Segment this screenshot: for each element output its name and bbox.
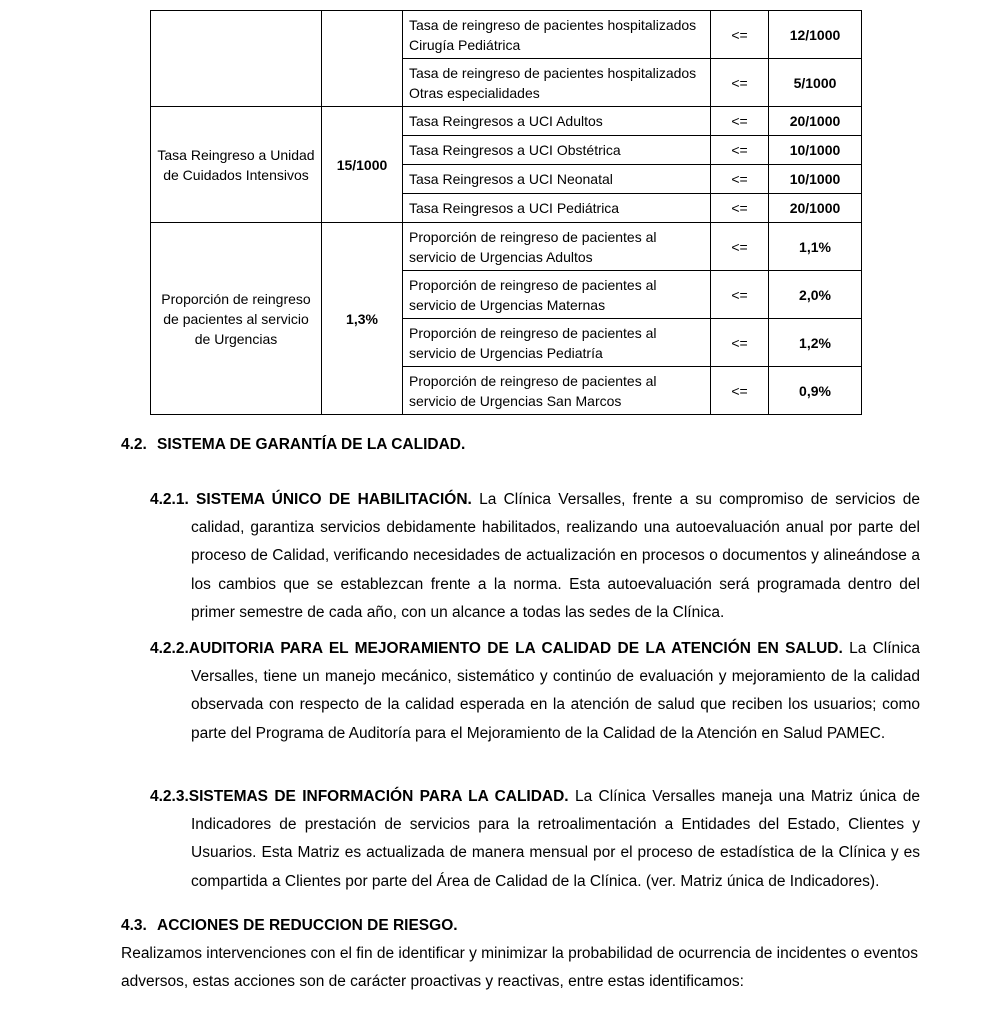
- subsection-title: SISTEMA ÚNICO DE HABILITACIÓN.: [196, 491, 472, 508]
- indicator-cell: Tasa Reingresos a UCI Adultos: [403, 107, 711, 136]
- operator-cell: <=: [711, 367, 769, 415]
- target-cell: 20/1000: [769, 107, 862, 136]
- section-4-3-body: Realizamos intervenciones con el fin de identificar y minimizar la probabilidad de ocurrencia de incidentes o eventos adversos, estas acciones son de carácter proactivas y reactivas, entre estas identificamos:: [121, 945, 918, 990]
- target-cell: 0,9%: [769, 367, 862, 415]
- operator-cell: <=: [711, 136, 769, 165]
- target-cell: 12/1000: [769, 11, 862, 59]
- target-cell: 5/1000: [769, 59, 862, 107]
- subsection-body: La Clínica Versalles, frente a su compromiso de servicios de calidad, garantiza servicios debidamente habilitados, realizando una autoevaluación anual por parte del proceso de Calidad, verificando necesidades de actualización en procesos o documentos y alineándose a los cambios que se establezcan frente a la norma. Esta autoevaluación será programada dentro del primer semestre de cada año, con un alcance a todas las sedes de la Clínica.: [191, 491, 921, 621]
- target-cell: 2,0%: [769, 271, 862, 319]
- operator-cell: <=: [711, 165, 769, 194]
- group-value-cell: 15/1000: [322, 107, 403, 223]
- subsection-title: SISTEMAS DE INFORMACIÓN PARA LA CALIDAD.: [188, 788, 569, 805]
- operator-cell: <=: [711, 271, 769, 319]
- table-row: [151, 107, 862, 136]
- target-cell: 10/1000: [769, 136, 862, 165]
- indicator-cell: Tasa Reingresos a UCI Pediátrica: [403, 194, 711, 223]
- indicator-cell: Tasa de reingreso de pacientes hospitalizados Cirugía Pediátrica: [403, 11, 711, 59]
- group-name-cell: Proporción de reingreso de pacientes al servicio de Urgencias: [151, 223, 322, 415]
- indicator-cell: Tasa Reingresos a UCI Obstétrica: [403, 136, 711, 165]
- subsection-4-2-2: [150, 635, 920, 748]
- indicators-table: [150, 10, 862, 415]
- group-value-cell: [322, 11, 403, 107]
- operator-cell: <=: [711, 59, 769, 107]
- subsection-body: La Clínica Versalles maneja una Matriz única de Indicadores de prestación de servicios para la retroalimentación a Entidades del Estado, Clientes y Usuarios. Esta Matriz es actualizada de manera mensual por el proceso de estadística de la Clínica y es compartida a Clientes por parte del Área de Calidad de la Clínica. (ver. Matriz única de Indicadores).: [191, 788, 921, 890]
- section-heading-4-2: [121, 436, 465, 454]
- target-cell: 1,2%: [769, 319, 862, 367]
- subsection-number: 4.2.3.: [150, 788, 189, 805]
- indicator-cell: Tasa de reingreso de pacientes hospitalizados Otras especialidades: [403, 59, 711, 107]
- operator-cell: <=: [711, 223, 769, 271]
- table-row: [151, 223, 862, 271]
- section-title: SISTEMA DE GARANTÍA DE LA CALIDAD.: [157, 436, 466, 453]
- operator-cell: <=: [711, 319, 769, 367]
- operator-cell: <=: [711, 107, 769, 136]
- subsection-4-2-1: [150, 486, 920, 627]
- subsection-body: La Clínica Versalles, tiene un manejo mecánico, sistemático y continúo de evaluación y mejoramiento de la calidad observada con respecto de la calidad esperada en la atención de salud que reciben los usuarios; como parte del Programa de Auditoría para el Mejoramiento de la Calidad de la Atención en Salud PAMEC.: [191, 640, 920, 742]
- target-cell: 1,1%: [769, 223, 862, 271]
- indicator-cell: Proporción de reingreso de pacientes al servicio de Urgencias Maternas: [403, 271, 711, 319]
- indicator-cell: Proporción de reingreso de pacientes al servicio de Urgencias Adultos: [403, 223, 711, 271]
- group-name-cell: Tasa Reingreso a Unidad de Cuidados Intensivos: [151, 107, 322, 223]
- section-heading-4-3: [121, 917, 458, 935]
- section-number: 4.2.: [121, 436, 147, 453]
- table-row: [151, 11, 862, 59]
- group-value-cell: 1,3%: [322, 223, 403, 415]
- section-title: ACCIONES DE REDUCCION DE RIESGO.: [157, 917, 458, 934]
- subsection-number: 4.2.2.: [150, 640, 189, 657]
- subsection-number: 4.2.1.: [150, 491, 189, 508]
- group-name-cell: [151, 11, 322, 107]
- target-cell: 20/1000: [769, 194, 862, 223]
- target-cell: 10/1000: [769, 165, 862, 194]
- indicator-cell: Tasa Reingresos a UCI Neonatal: [403, 165, 711, 194]
- indicator-cell: Proporción de reingreso de pacientes al servicio de Urgencias Pediatría: [403, 319, 711, 367]
- subsection-4-2-3: [150, 783, 920, 896]
- operator-cell: <=: [711, 194, 769, 223]
- operator-cell: <=: [711, 11, 769, 59]
- section-number: 4.3.: [121, 917, 147, 934]
- indicator-cell: Proporción de reingreso de pacientes al servicio de Urgencias San Marcos: [403, 367, 711, 415]
- subsection-title: AUDITORIA PARA EL MEJORAMIENTO DE LA CALIDAD DE LA ATENCIÓN EN SALUD.: [188, 640, 843, 657]
